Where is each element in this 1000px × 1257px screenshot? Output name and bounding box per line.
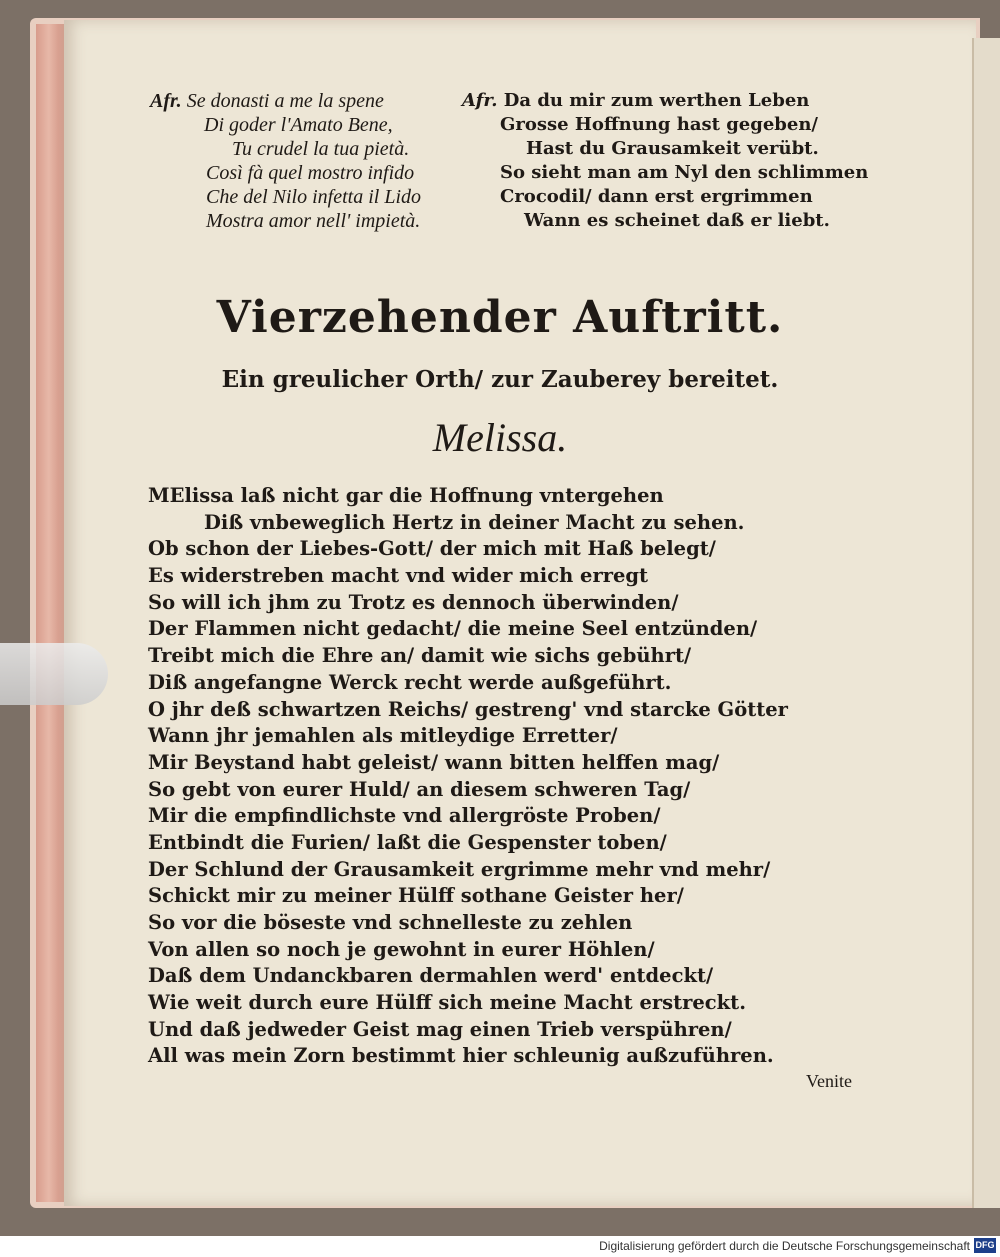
monologue-line: Entbindt die Furien/ laßt die Gespenster toben/ xyxy=(148,830,667,854)
verse-line: Mostra amor nell' impietà. xyxy=(206,210,421,232)
monologue-line: So will ich jhm zu Trotz es dennoch überwinden/ xyxy=(148,590,679,614)
monologue-line: Mir die empfindlichste vnd allergröste Proben/ xyxy=(148,804,661,828)
monologue-line: Der Flammen nicht gedacht/ die meine Seel entzünden/ xyxy=(148,617,758,641)
monologue-line: Von allen so noch je gewohnt in eurer Höhlen/ xyxy=(148,937,655,961)
verse-line: Così fà quel mostro infido xyxy=(206,162,415,184)
verse-line: Hast du Grausamkeit verübt. xyxy=(526,138,819,159)
monologue-line: Es widerstreben macht vnd wider mich erregt xyxy=(148,564,649,588)
monologue-line: Diß angefangne Werck recht werde außgeführt. xyxy=(148,670,672,694)
verse-line: Tu crudel la tua pietà. xyxy=(232,138,410,160)
monologue-line: Daß dem Undanckbaren dermahlen werd' entdeckt/ xyxy=(148,964,714,988)
monologue-line: All was mein Zorn bestimmt hier schleunig außzuführen. xyxy=(148,1044,774,1068)
verse-line: Wann es scheinet daß er liebt. xyxy=(524,210,830,231)
facing-page-edge xyxy=(972,38,1000,1208)
catchword: Venite xyxy=(806,1071,852,1091)
footer-bar xyxy=(0,1236,1000,1257)
italian-verse xyxy=(150,89,421,233)
monologue-line: O jhr deß schwartzen Reichs/ gestreng' vnd starcke Götter xyxy=(148,697,788,721)
monologue-line: Diß vnbeweglich Hertz in deiner Macht zu sehen. xyxy=(204,510,745,534)
german-verse xyxy=(462,89,868,233)
scene-setting: Ein greulicher Orth/ zur Zauberey bereitet. xyxy=(221,366,779,393)
verse-line: Afr. Da du mir zum werthen Leben xyxy=(462,90,810,111)
monologue-line: Ob schon der Liebes-Gott/ der mich mit Haß belegt/ xyxy=(148,537,716,561)
verse-line: Grosse Hoffnung hast gegeben/ xyxy=(500,114,818,135)
monologue-line: Der Schlund der Grausamkeit ergrimme mehr vnd mehr/ xyxy=(148,857,771,881)
verse-line: So sieht man am Nyl den schlimmen xyxy=(500,162,869,183)
monologue-line: MElissa laß nicht gar die Hoffnung vntergehen xyxy=(148,484,664,507)
monologue-line: Mir Beystand habt geleist/ wann bitten helffen mag/ xyxy=(148,750,720,774)
monologue xyxy=(148,483,788,1070)
scene-title: Vierzehender Auftritt. xyxy=(216,292,784,343)
funding-notice: Digitalisierung gefördert durch die Deutsche Forschungsgemeinschaft xyxy=(599,1239,970,1253)
monologue-line: So vor die böseste vnd schnelleste zu zehlen xyxy=(148,911,633,934)
verse-line: Afr. Se donasti a me la spene xyxy=(150,90,384,112)
monologue-line: Treibt mich die Ehre an/ damit wie sichs gebührt/ xyxy=(148,644,692,668)
verse-line: Che del Nilo infetta il Lido xyxy=(206,186,421,208)
dfg-logo: DFG xyxy=(974,1238,996,1253)
monologue-line: Wann jhr jemahlen als mitleydige Erretter/ xyxy=(148,724,618,748)
verse-line: Crocodil/ dann erst ergrimmen xyxy=(500,186,813,207)
monologue-line: Und daß jedweder Geist mag einen Trieb verspühren/ xyxy=(148,1017,732,1041)
speaker-abbrev: Afr. xyxy=(150,90,182,112)
monologue-line: Schickt mir zu meiner Hülff sothane Geister her/ xyxy=(148,884,684,908)
speaker-name: Melissa. xyxy=(432,415,568,460)
verse-line: Di goder l'Amato Bene, xyxy=(204,114,393,136)
monologue-line: Wie weit durch eure Hülff sich meine Macht erstreckt. xyxy=(148,991,746,1015)
monologue-line: So gebt von eurer Huld/ an diesem schweren Tag/ xyxy=(148,777,691,801)
scroll-tab-handle[interactable] xyxy=(0,643,108,705)
speaker-abbrev: Afr. xyxy=(462,90,498,111)
